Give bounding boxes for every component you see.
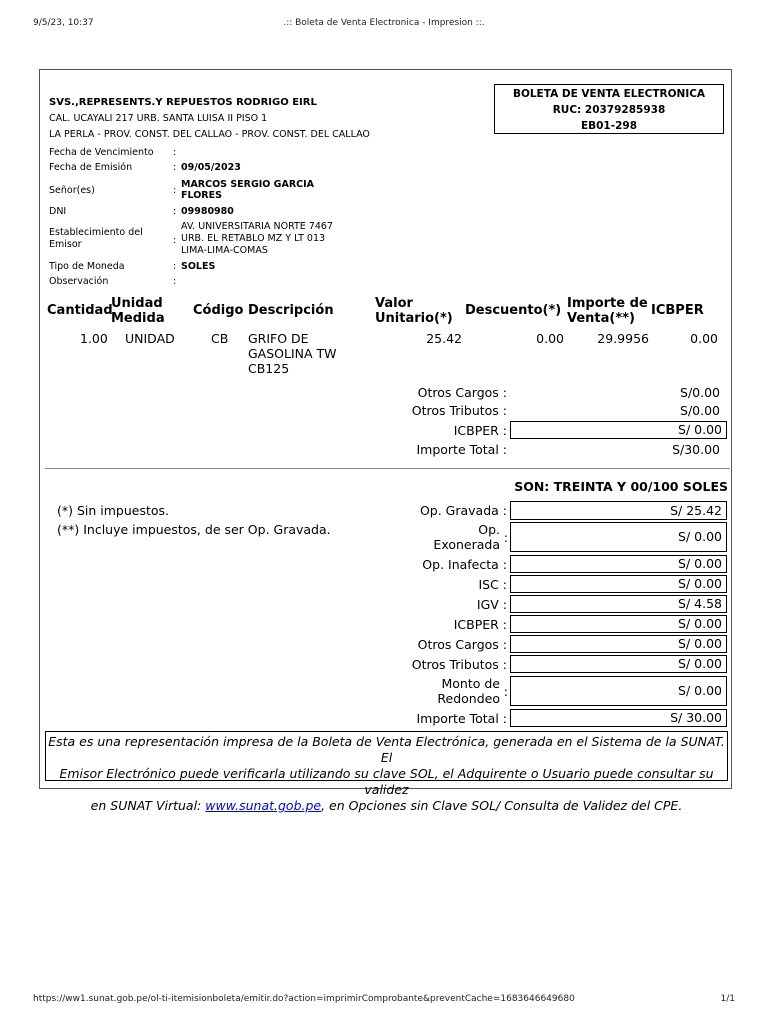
establecimiento-label: Establecimiento del Emisor [49,227,143,250]
sunat-link[interactable]: www.sunat.gob.pe [205,798,322,813]
op-exonerada-label: Op. Exonerada [433,522,500,552]
item-importe-venta: 29.9956 [597,331,649,346]
legal-notice: Esta es una representación impresa de la Boleta de Venta Electrónica, generada en el Sistema de la SUNAT. El Emisor Electrónico puede verificarla utilizando su clave SOL, el Adquirente o Usuario puede consultar su validez en SUNAT Virtual: www.sunat.gob.pe, en Opciones sin Clave SOL/ Consulta de Validez del CPE. [45,731,728,781]
otros-tributos-value: S/0.00 [680,403,720,418]
op-exonerada-value: S/ 0.00 [510,522,727,552]
importe-total2-label: Importe Total : [416,711,507,726]
item-icbper: 0.00 [690,331,718,346]
senor-label: Señor(es) [49,184,95,196]
emision-value: 09/05/2023 [181,162,241,173]
dni-value: 09980980 [181,205,234,217]
dni-label: DNI [49,205,67,217]
establecimiento-value: AV. UNIVERSITARIA NORTE 7467 URB. EL RETABLO MZ Y LT 013 LIMA-LIMA-COMAS [181,221,333,256]
op-gravada-label: Op. Gravada : [419,503,507,518]
document-id-box [494,84,724,134]
col-header-importe-venta: Importe de Venta(**) [567,296,648,326]
moneda-label: Tipo de Moneda [49,261,125,272]
print-title: .:: Boleta de Venta Electronica - Impresion ::. [283,18,485,28]
isc-label: ISC : [478,577,507,592]
col-header-valor-unitario: Valor Unitario(*) [375,296,453,326]
moneda-value: SOLES [181,261,216,272]
emision-label: Fecha de Emisión [49,162,133,173]
observacion-label: Observación [49,276,109,287]
otros-cargos-value: S/0.00 [680,385,720,400]
issuer-block [49,95,370,143]
otros-cargos2-value: S/ 0.00 [510,635,727,653]
amount-in-words: SON: TREINTA Y 00/100 SOLES [514,479,728,494]
document-number: EB01-298 [580,120,638,132]
item-codigo: CB [211,331,229,346]
otros-tributos2-value: S/ 0.00 [510,655,727,673]
otros-tributos-label: Otros Tributos : [411,403,507,418]
vencimiento-value [181,147,369,162]
monto-redondeo-label: Monto de Redondeo [437,676,500,706]
col-header-descripcion: Descripción [248,303,334,318]
note-incluye-impuestos: (**) Incluye impuestos, de ser Op. Gravada. [57,522,331,537]
icbper2-label: ICBPER : [453,617,507,632]
item-unidad: UNIDAD [125,331,175,346]
icbper-label: ICBPER : [453,423,507,438]
otros-cargos2-label: Otros Cargos : [417,637,507,652]
issuer-name: SVS.,REPRESENTS.Y REPUESTOS RODRIGO EIRL [49,97,317,108]
col-header-descuento: Descuento(*) [465,303,562,318]
customer-info: Fecha de Vencimiento : Fecha de Emisión : 09/05/2023 Señor(es) : MARCOS SERGIO GARCIA FLORES DNI : 09980980 Establecimiento del Emisor : AV. UNIVERSITARIA NORTE 7467 URB. EL RETABLO MZ Y LT 013 LIMA-LIMA-COMAS Tipo de Moneda : SOLES Observación : [49,147,369,289]
op-gravada-value: S/ 25.42 [510,501,727,520]
isc-value: S/ 0.00 [510,575,727,593]
document-type: BOLETA DE VENTA ELECTRONICA [512,88,706,100]
op-inafecta-label: Op. Inafecta : [422,557,507,572]
print-page-number: 1/1 [720,994,735,1004]
section-divider [45,468,730,469]
col-header-codigo: Código [193,303,244,318]
otros-tributos2-label: Otros Tributos : [411,657,507,672]
col-header-unidad: Unidad Medida [111,296,165,326]
print-url: https://ww1.sunat.gob.pe/ol-ti-itemisionboleta/emitir.do?action=imprimirComprobante&preventCache=1683646649680 [33,994,575,1004]
issuer-address-2: LA PERLA - PROV. CONST. DEL CALLAO - PROV. CONST. DEL CALLAO [49,129,370,140]
item-descripcion: GRIFO DE GASOLINA TW CB125 [248,331,337,376]
item-descuento: 0.00 [536,331,564,346]
igv-value: S/ 4.58 [510,595,727,613]
issuer-address-1: CAL. UCAYALI 217 URB. SANTA LUISA II PISO 1 [49,113,268,124]
document-ruc: RUC: 20379285938 [552,104,666,116]
col-header-icbper: ICBPER [651,303,704,318]
op-inafecta-value: S/ 0.00 [510,555,727,573]
item-valor-unitario: 25.42 [426,331,462,346]
item-cantidad: 1.00 [80,331,108,346]
notes [57,501,331,539]
otros-cargos-label: Otros Cargos : [417,385,507,400]
igv-label: IGV : [476,597,507,612]
importe-total-value: S/30.00 [672,442,720,457]
importe-total2-value: S/ 30.00 [510,709,727,727]
senor-value: MARCOS SERGIO GARCIA FLORES [181,179,315,201]
icbper-value: S/ 0.00 [510,421,727,439]
monto-redondeo-value: S/ 0.00 [510,676,727,706]
note-sin-impuestos: (*) Sin impuestos. [57,503,170,518]
col-header-cantidad: Cantidad [47,303,113,318]
print-datetime: 9/5/23, 10:37 [33,18,94,28]
importe-total-label: Importe Total : [416,442,507,457]
icbper2-value: S/ 0.00 [510,615,727,633]
vencimiento-label: Fecha de Vencimiento [49,147,154,158]
